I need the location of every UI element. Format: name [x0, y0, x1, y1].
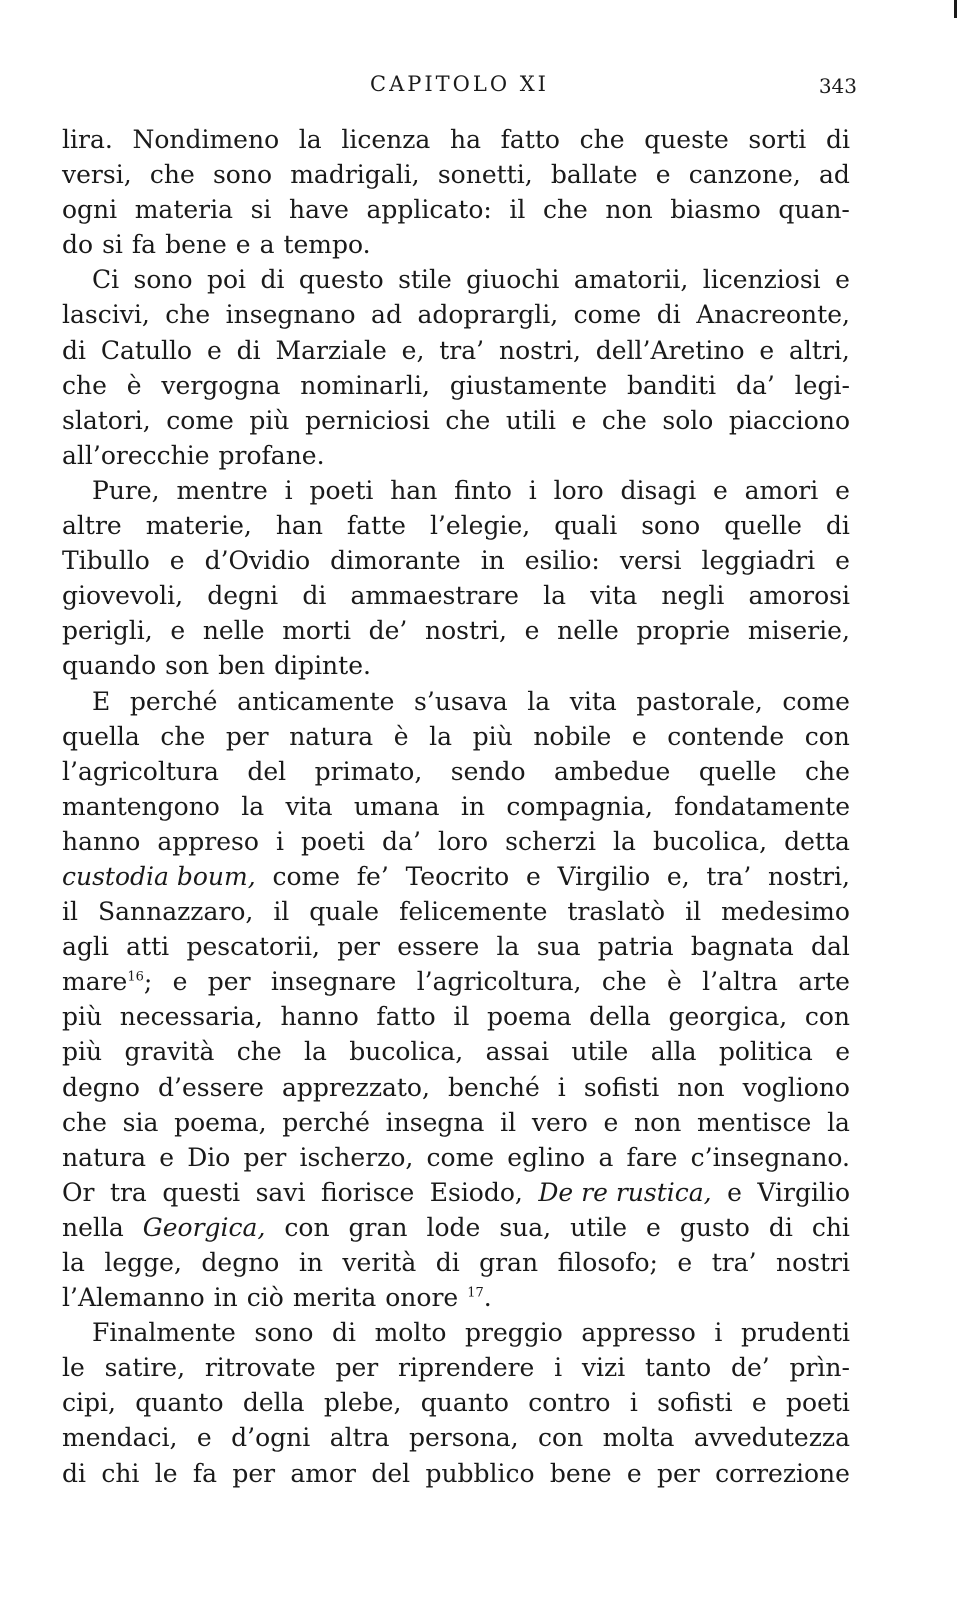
text-line: nella Georgica, con gran lode sua, utile e gusto di chi — [62, 1210, 850, 1245]
text-line: custodia boum, come fe’ Teocrito e Virgilio e, tra’ nostri, — [62, 859, 850, 894]
paragraph-3 — [62, 473, 850, 684]
text-line: più necessaria, hanno fatto il poema della georgica, con — [62, 1002, 850, 1032]
body-text — [62, 122, 850, 1491]
text-line: ogni materia si have applicato: il che non biasmo quan- — [62, 195, 850, 225]
text-line: di Catullo e di Marziale e, tra’ nostri, dell’Aretino e altri, — [62, 335, 850, 365]
text-line: Finalmente sono di molto preggio appresso i prudenti — [92, 1318, 850, 1348]
text-line: quando son ben dipinte. — [62, 651, 371, 681]
text-line: giovevoli, degni di ammaestrare la vita negli amorosi — [62, 581, 850, 611]
paragraph-5 — [62, 1315, 850, 1490]
paragraph-2 — [62, 262, 850, 473]
text-line: perigli, e nelle morti de’ nostri, e nelle proprie miserie, — [62, 616, 850, 646]
text-line: cipi, quanto della plebe, quanto contro i sofisti e poeti — [62, 1388, 850, 1418]
text-line: do si fa bene e a tempo. — [62, 230, 371, 260]
page-number: 343 — [818, 74, 857, 98]
italic-phrase: De re rustica, — [538, 1177, 712, 1207]
paragraph-1 — [62, 122, 850, 262]
text-line: che sia poema, perché insegna il vero e non mentisce la — [62, 1107, 850, 1137]
italic-phrase: Georgica, — [142, 1212, 266, 1242]
text-line: altre materie, han fatte l’elegie, quali sono quelle di — [62, 511, 850, 541]
chapter-title: CAPITOLO XI — [370, 72, 549, 96]
running-head — [62, 72, 857, 106]
text-line: Tibullo e d’Ovidio dimorante in esilio: versi leggiadri e — [62, 546, 850, 576]
text-line: mare$^{16}$; e per insegnare l’agricoltura, che è l’altra arte — [62, 967, 850, 997]
text-line: mantengono la vita umana in compagnia, fondatamente — [62, 791, 850, 821]
text-line: mendaci, e d’ogni altra persona, con molta avvedutezza — [62, 1423, 850, 1453]
text-line: hanno appreso i poeti da’ loro scherzi la bucolica, detta — [62, 826, 850, 856]
text-line: le satire, ritrovate per riprendere i vizi tanto de’ prìn- — [62, 1353, 850, 1383]
text-line: versi, che sono madrigali, sonetti, ballate e canzone, ad — [62, 160, 850, 190]
text-line: la legge, degno in verità di gran filosofo; e tra’ nostri — [62, 1248, 850, 1277]
text-line: di chi le fa per amor del pubblico bene e per correzione — [62, 1458, 850, 1488]
text-line: lira. Nondimeno la licenza ha fatto che queste sorti di — [62, 125, 850, 154]
text-line: slatori, come più perniciosi che utili e che solo piacciono — [62, 405, 850, 435]
text-line: all’orecchie profane. — [62, 440, 325, 470]
text-line: lascivi, che insegnano ad adoprargli, come di Anacreonte, — [62, 300, 850, 330]
text-line: natura e Dio per ischerzo, come eglino a fare c’insegnano. — [62, 1142, 850, 1172]
text-line: quella che per natura è la più nobile e contende con — [62, 721, 850, 751]
italic-phrase: custodia boum, — [62, 861, 256, 891]
text-line: Pure, mentre i poeti han finto i loro disagi e amori e — [92, 475, 850, 505]
footnote-ref-17: 17 — [467, 1285, 484, 1301]
text-line: Or tra questi savi fiorisce Esiodo, De re rustica, e Virgilio — [62, 1175, 850, 1210]
text-line: che è vergogna nominarli, giustamente banditi da’ legi- — [62, 370, 850, 400]
footnote-ref-16: 16 — [127, 969, 144, 985]
text-line: l’agricoltura del primato, sendo ambedue quelle che — [62, 756, 850, 786]
text-line: E perché anticamente s’usava la vita pastorale, come — [92, 686, 850, 716]
text-line: Ci sono poi di questo stile giuochi amatorii, licenziosi e — [92, 265, 850, 295]
text-line: il Sannazzaro, il quale felicemente traslatò il medesimo — [62, 897, 850, 927]
paragraph-4 — [62, 684, 850, 1316]
text-line: degno d’essere apprezzato, benché i sofisti non vogliono — [62, 1072, 850, 1102]
text-line: più gravità che la bucolica, assai utile alla politica e — [62, 1037, 850, 1067]
text-line: agli atti pescatorii, per essere la sua patria bagnata dal — [62, 932, 850, 962]
text-line: l’Alemanno in ciò merita onore $^{17}$. — [62, 1283, 492, 1313]
